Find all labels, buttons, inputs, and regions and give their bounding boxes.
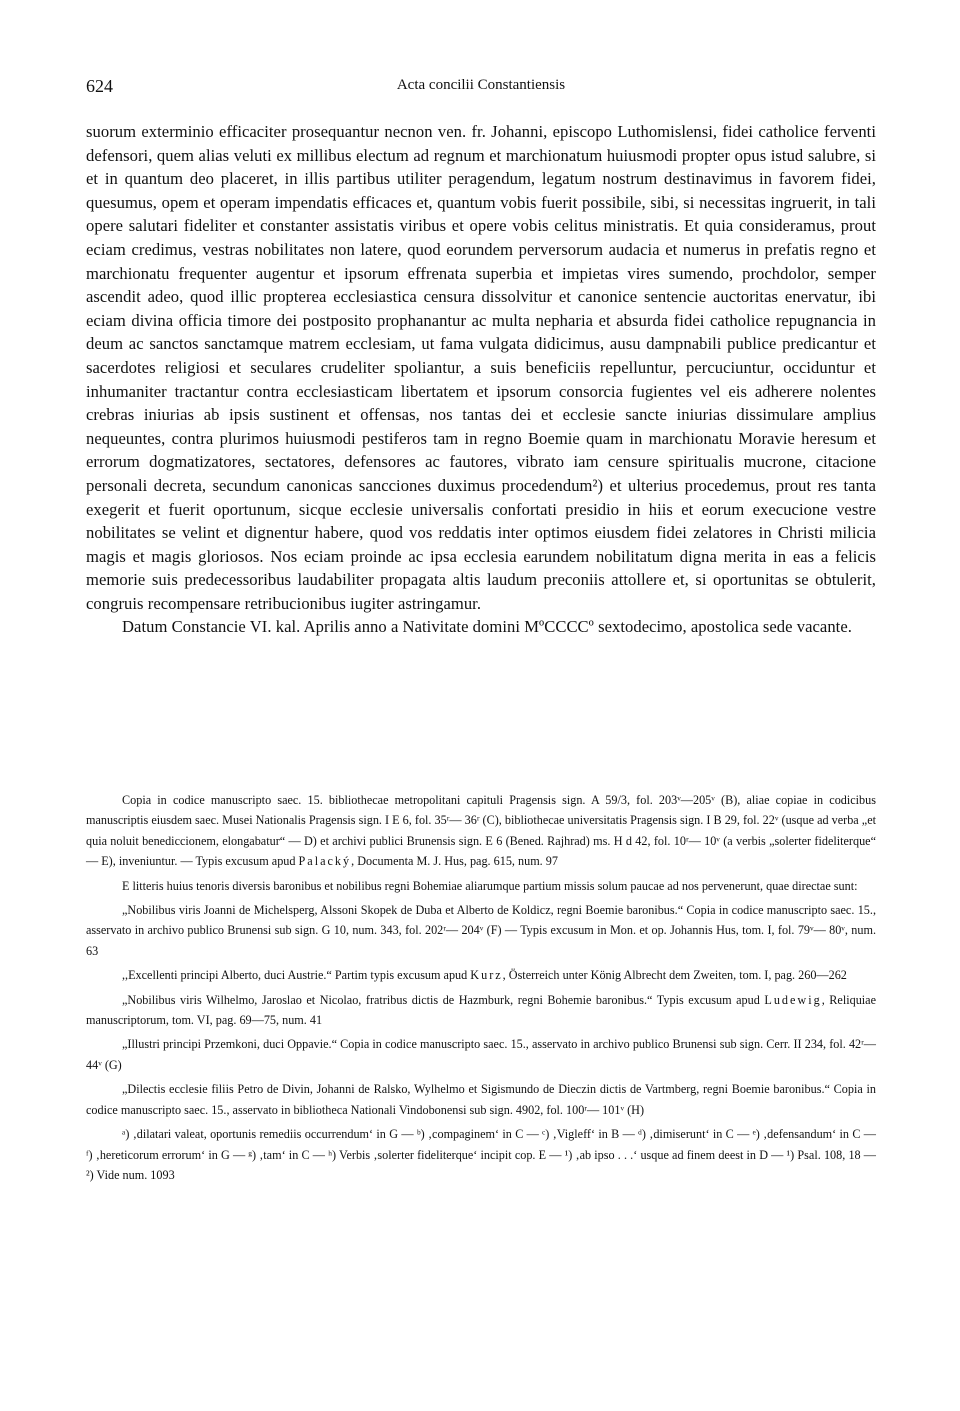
body-paragraph: suorum exterminio efficaciter prosequantur necnon ven. fr. Johanni, episcopo Luthomislensi, fidei catholice ferventi defensori, quem alias veluti ex millibus electum ad regnum et marchionatum huiusmodi propter opus istud salubre, si et in quantum deo placeret, in illis partibus utiliter peragendum, legatum nostrum destinavimus in favorem fidei, quesumus, opem et operam impendatis efficaces et, quantum vobis fuerit possibile, sibi, si necessitas ingruerit, in tali opere salutari fideliter et constanter assistatis viribus et opere vobis celitus ministratis. Et quia consideramus, prout eciam credimus, vestras nobilitates non latere, quod eorundem perversorum audacia et numerus in prefatis regno et marchionatu frequenter augentur et ipsorum effrenata superbia et impietas vires sumendo, prochdolor, semper ascendit adeo, quod illic propterea ecclesiastica censura dissolvitur et canonice sentencie auctoritas enervatur, ibi eciam divina officia timore dei postposito prophanantur ac multa nepharia et absurda fidei catholice repugnancia in deum ac sanctos sanctamque matrem ecclesiam, ut fama vulgata didicimus, ausu dampnabili publice predicantur et sacerdotes religiosi et seculares crudeliter spoliantur, a suis beneficiis repelluntur, percuciuntur, occiduntur et inhumaniter tractantur contra ecclesiasticam libertatem et ipsorum consorcia fugientes vel eis adherere nolentes crebras iniurias ab ipsis sustinent et offensas, nos tantas dei et ecclesie sancte iniurias dissimulare amplius nequeuntes, contra plurimos huiusmodi pestiferos tam in regno Boemie quam in marchionatu Moravie heresum et errorum dogmatizatores, sectatores, defensores ac fautores, vibrato iam censure spiritualis mucrone, citacione personali decreta, secundum canonicas sancciones duximus procedendum²) et ulterius procedemus, prout res tanta exegerit et fuerit oportunum, sicque ecclesie universalis confortati presidio in hiis et eorum execucione vestre nobilitates se velint et dignentur habere, quod vos reddatis inter optimos eiusdem fidei zelatores in Christi milicia magis et magis gloriosos. Nos eciam proinde ac ipsa ecclesia earundem nobilitatum digna merita in eas a felicis memorie suis predecessoribus laudabiliter propagata altis laudum preconiis attollere et, si oportunitas se obtulerit, congruis recompensare retribucionibus iugiter astringamur. [86, 122, 876, 613]
note-manuscripts [86, 790, 876, 872]
note-text: Copia in codice manuscripto saec. 15. bibliothecae metropolitani capituli Pragensis sign. A 59/3, fol. 203ᵛ—205ᵛ (B), aliae copiae in codicibus manuscriptis eiusdem saec. Musei Nationalis Pragensis sign. I E 6, fol. 35ʳ— 36ʳ (C), bibliothecae universitatis Pragensis sign. I B 29, fol. 22ᵛ (usque ad verba „et quia noluit benediccionem, elongabatur“ — D) et archivi publici Brunensis sign. E 6 (Bened. Rajhrad) ms. H d 42, fol. 10ʳ— 10ᵛ (a verbis „solerter fideliterque“ — E), inveniuntur. — Typis excusum apud [86, 793, 876, 869]
note-recipient: „Nobilibus viris Joanni de Michelsperg, Alssoni Skopek de Duba et Alberto de Koldicz, regni Boemie baronibus.“ Copia in codice manuscripto saec. 15., asservato in archivo publico Brunensi sub sign. G 10, num. 343, fol. 202ʳ— 204ᵛ (F) — Typis excusum in Mon. et op. Johannis Hus, tom. I, fol. 79ᵛ— 80ᵛ, num. 63 [86, 903, 876, 958]
note-author: Kurz [470, 968, 503, 983]
critical-notes [86, 790, 876, 1189]
note-recipient [86, 965, 876, 985]
running-title: Acta concilii Constantiensis [396, 77, 566, 93]
note-recipient: „Illustri principi Przemkoni, duci Oppavie.“ Copia in codice manuscripto saec. 15., asservato in archivo publico Brunensi sub sign. Cerr. II 234, fol. 42ʳ— 44ᵛ (G) [86, 1037, 876, 1072]
note-recipient [86, 990, 876, 1031]
note-text: ,,Excellenti principi Alberto, duci Austrie.“ Partim typis excusum apud [122, 968, 468, 983]
note-text: , Documenta M. J. Hus, pag. 615, num. 97 [351, 854, 558, 869]
note-apparatus: ᵃ) ‚dilatari valeat, oportunis remediis occurrendum‘ in G — ᵇ) ‚compaginem‘ in C — ᶜ) ‚Vigleff‘ in B — ᵈ) ‚dimiserunt‘ in C — ᵉ) ‚defensandum‘ in C — ᶠ) ‚hereticorum errorum‘ in G — ᵍ) ‚tam‘ in C — ʰ) Verbis ‚solerter fideliterque‘ incipit cop. E — ¹) ‚ab ipso . . .‘ usque ad finem deest in D — ¹) Psal. 108, 18 — ²) Vide num. 1093 [86, 1127, 876, 1182]
note-author: Ludewig [764, 992, 822, 1007]
dating-paragraph: Datum Constancie VI. kal. Aprilis anno a Nativitate domini MºCCCCº sextodecimo, apostolica sede vacante. [122, 617, 852, 637]
note-text: , Österreich unter König Albrecht dem Zweiten, tom. I, pag. 260—262 [502, 968, 847, 983]
note-text: , Reliquiae manuscriptorum, tom. VI, pag. 69—75, num. 41 [86, 992, 877, 1028]
page-number: 624 [86, 76, 113, 96]
note-recipient: „Dilectis ecclesie filiis Petro de Divin, Johanni de Ralsko, Wylhelmo et Sigismundo de Dieczin dictis de Vartmberg, regni Boemie baronibus.“ Copia in codice manuscripto saec. 15., asservato in bibliotheca Nationali Vindobonensi sub sign. 4902, fol. 100ʳ— 101ᵛ (H) [86, 1082, 876, 1117]
page-header [86, 76, 876, 100]
note-author: Palacký [298, 854, 352, 869]
main-text [86, 120, 876, 639]
note-text: „Nobilibus viris Wilhelmo, Jaroslao et Nicolao, fratribus dictis de Hazmburk, regni Bohemie baronibus.“ Typis excusum apud [122, 992, 760, 1007]
note-recipients-intro: E litteris huius tenoris diversis baronibus et nobilibus regni Bohemiae aliarumque partium missis solum paucae ad nos pervenerunt, quae directae sunt: [122, 878, 858, 893]
